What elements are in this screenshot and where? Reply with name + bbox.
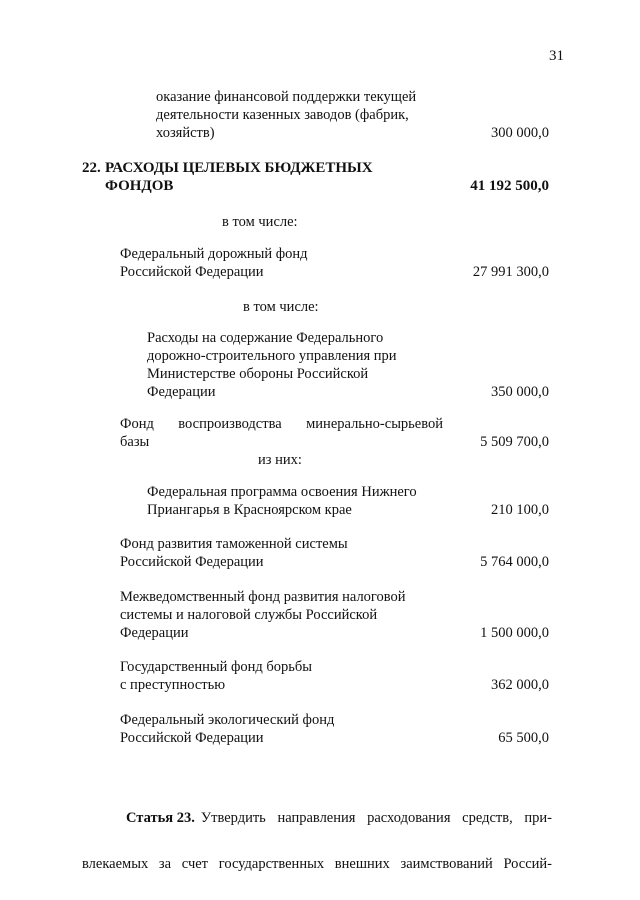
item-line: Фонд воспроизводства минерально-сырьевой [120, 416, 443, 432]
item-line: Российской Федерации [120, 264, 264, 280]
item-line: хозяйств) [156, 125, 215, 141]
item-amount: 300 000,0 [491, 125, 549, 141]
item-amount: 210 100,0 [491, 502, 549, 518]
item-line: Министерстве обороны Российской [147, 366, 369, 382]
item-line: дорожно-строительного управления при [147, 348, 397, 364]
article-first-line [126, 810, 552, 827]
item-line: Государственный фонд борьбы [120, 659, 312, 675]
item-amount: 27 991 300,0 [472, 264, 549, 280]
item-line: Федерации [147, 384, 216, 400]
item-line: Федеральный дорожный фонд [120, 246, 308, 262]
item-line: Расходы на содержание Федерального [147, 330, 384, 346]
item-line: Межведомственный фонд развития налоговой [120, 589, 406, 605]
section-number: 22. [82, 160, 101, 176]
subitem-label: из них: [258, 452, 302, 468]
item-amount: 5 764 000,0 [480, 554, 549, 570]
item-amount: 350 000,0 [491, 384, 549, 400]
subitem-label: в том числе: [222, 214, 298, 230]
item-line: с преступностью [120, 677, 226, 693]
item-amount: 362 000,0 [491, 677, 549, 693]
article-label: Статья 23. [126, 810, 195, 826]
item-line: Приангарья в Красноярском крае [147, 502, 352, 518]
page-number: 31 [549, 48, 564, 64]
item-line: Фонд развития таможенной системы [120, 536, 348, 552]
item-line: деятельности казенных заводов (фабрик, [156, 107, 409, 123]
item-line: базы [120, 434, 150, 450]
section-title-line: РАСХОДЫ ЦЕЛЕВЫХ БЮДЖЕТНЫХ [105, 160, 373, 176]
item-line: системы и налоговой службы Российской [120, 607, 378, 623]
item-line: Российской Федерации [120, 554, 264, 570]
article-text: Утвердить направления расходования средств, при- [200, 810, 552, 826]
subitem-label: в том числе: [243, 299, 319, 315]
item-amount: 65 500,0 [498, 730, 549, 746]
item-line: Федерации [120, 625, 189, 641]
section-amount: 41 192 500,0 [470, 178, 549, 194]
item-amount: 1 500 000,0 [480, 625, 549, 641]
article-second-line: влекаемых за счет государственных внешних заимствований Россий- [82, 856, 552, 872]
item-line: Федеральная программа освоения Нижнего [147, 484, 417, 500]
item-line: оказание финансовой поддержки текущей [156, 89, 417, 105]
item-line: Российской Федерации [120, 730, 264, 746]
section-title-line: ФОНДОВ [105, 178, 174, 194]
item-line: Федеральный экологический фонд [120, 712, 335, 728]
item-amount: 5 509 700,0 [480, 434, 549, 450]
